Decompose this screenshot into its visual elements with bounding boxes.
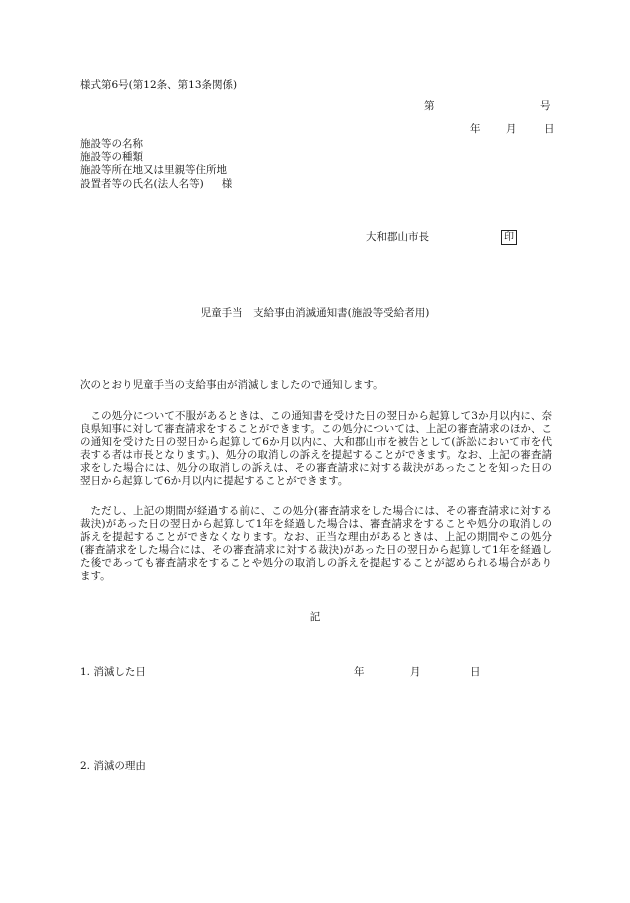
item-1-date (354, 666, 481, 679)
item-2-label: 2. 消滅の理由 (80, 760, 146, 772)
founder-name-line (80, 178, 232, 191)
appeal-notice-paragraph-1: この処分について不服があるときは、この通知書を受けた日の翌日から起算して3か月以内に、奈良県知事に対して審査請求をすることができます。この処分については、上記の審査請求のほか、この通知を受けた日の翌日から起算して6か月以内に、大和郡山市を被告として(訴訟において市を代表する者は市長となります。)、処分の取消しの訴えを提起することができます。なお、上記の審査請求をした場合には、処分の取消しの訴えは、その審査請求に対する裁決があったことを知った日の翌日から起算して6か月以内に提起することができます。 (80, 410, 552, 487)
form-number: 様式第6号(第12条、第13条関係) (80, 79, 238, 91)
facility-address-label: 施設等所在地又は里親等住所地 (80, 164, 227, 177)
item-1-label: 1. 消滅した日 (80, 666, 146, 678)
ki-heading: 記 (309, 611, 321, 623)
document-number-suffix: 号 (540, 100, 551, 112)
issue-date-day: 日 (544, 123, 555, 135)
document-number-prefix: 第 (424, 100, 435, 112)
sender-name: 大和郡山市長 (366, 231, 429, 243)
document-title: 児童手当 支給事由消滅通知書(施設等受給者用) (200, 307, 430, 319)
seal-box: 印 (501, 230, 517, 245)
issue-date (470, 123, 555, 136)
issue-date-year: 年 (470, 123, 481, 135)
intro-text: 次のとおり児童手当の支給事由が消滅しましたので通知します。 (80, 379, 384, 391)
honorific: 様 (221, 177, 233, 190)
facility-type-label: 施設等の種類 (80, 151, 143, 164)
appeal-notice-paragraph-2: ただし、上記の期間が経過する前に、この処分(審査請求をした場合には、その審査請求に対する裁決)があった日の翌日から起算して1年を経過した場合は、審査請求をすることや処分の取消しの訴えを提起することができなくなります。なお、正当な理由があるときは、上記の期間やこの処分(審査請求をした場合には、その審査請求に対する裁決)があった日の翌日から起算して1年を経過した後であっても審査請求をすることや処分の取消しの訴えを提起することが認められる場合があります。 (80, 505, 552, 582)
issue-date-month: 月 (506, 123, 517, 135)
item-1-month: 月 (410, 666, 421, 678)
facility-name-label: 施設等の名称 (80, 138, 143, 150)
item-1-day: 日 (470, 666, 481, 678)
item-1-year: 年 (354, 666, 365, 678)
founder-name-label: 設置者等の氏名(法人名等) (80, 177, 204, 190)
addressee-block (80, 138, 232, 191)
